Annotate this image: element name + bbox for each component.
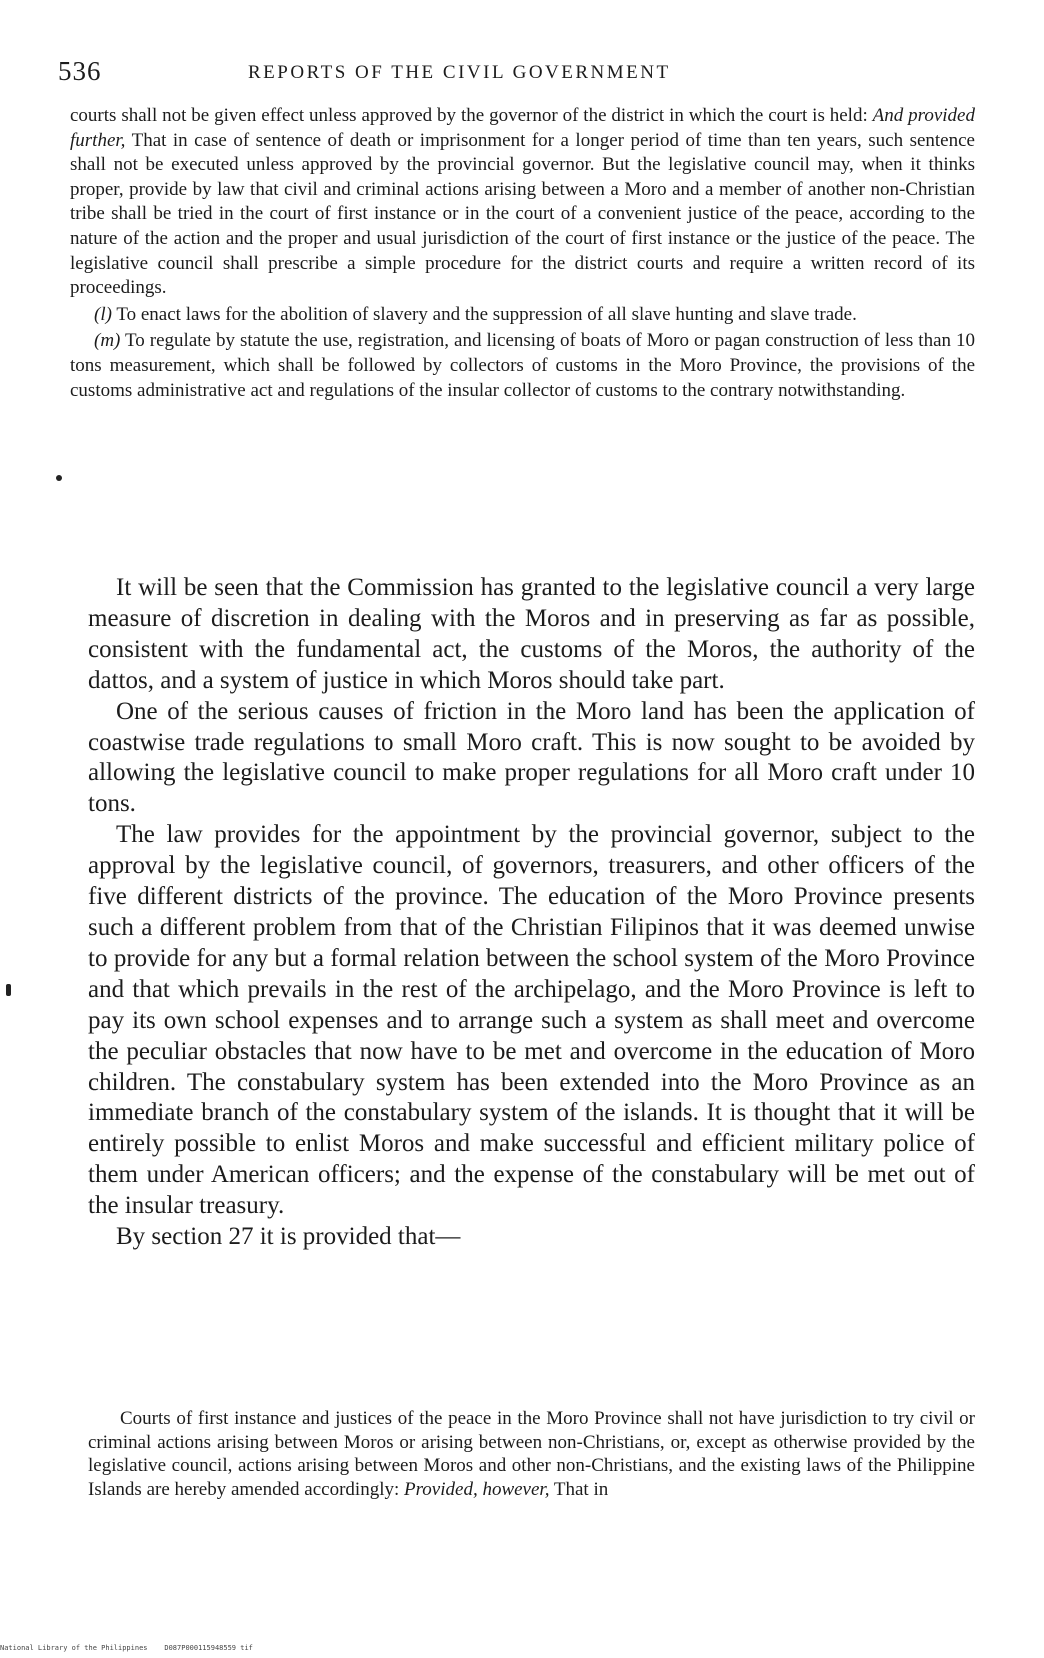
quote-text: Courts of first instance and justices of the peace in the Moro Province shall not have jurisdiction to try civil or criminal actions arising between Moros or arising between non-Christians, or, except as otherwise provided by the legislative council, actions arising between Moros and other non-Christians, and the existing laws of the Philippine Islands are hereby amended accordingly: bbox=[88, 1408, 975, 1500]
item-l-label: (l) bbox=[94, 303, 112, 325]
scan-footer bbox=[0, 1644, 253, 1652]
margin-mark bbox=[6, 984, 11, 996]
item-m-text: To regulate by statute the use, registration, and licensing of boats of Moro or pagan construction of less than 10 tons measurement, which shall be followed by collectors of customs in the Moro Province, the provisions of the customs administrative act and regulations of the insular collector of customs to the contrary notwithstanding. bbox=[70, 330, 975, 401]
provision-continuation bbox=[70, 104, 975, 301]
body-paragraph-4: By section 27 it is provided that— bbox=[116, 1223, 461, 1251]
body-paragraph-3: The law provides for the appointment by the provincial governor, subject to the approval by the legislative council, of governors, treasurers, and other officers of the five different districts of the province. The education of the Moro Province presents such a different problem from that of the Christian Filipinos that it was deemed unwise to provide for any but a formal relation between the school system of the Moro Province and that which prevails in the rest of the archipelago, and the Moro Province is left to pay its own school expenses and to arrange such a system as shall meet and overcome the peculiar obstacles that now have to be met and overcome in the education of Moro children. The constabulary system has been extended into the Moro Province as an immediate branch of the constabulary system of the islands. It is thought that it will be entirely possible to enlist Moros and make successful and efficient military police of them under American officers; and the expense of the constabulary will be met out of the insular treasury. bbox=[88, 821, 975, 1220]
body-paragraph-1: It will be seen that the Commission has granted to the legislative council a very large measure of discretion in dealing with the Moros and in preserving as far as possible, consistent with the fundamental act, the customs of the Moros, the authority of the dattos, and a system of justice in which Moros should take part. bbox=[88, 574, 975, 694]
body-text bbox=[88, 573, 975, 1253]
provision-item-l bbox=[70, 303, 975, 328]
provisions-block bbox=[70, 104, 975, 403]
page-number: 536 bbox=[58, 56, 102, 86]
quote-tail: That in bbox=[549, 1478, 609, 1500]
ink-speck bbox=[56, 475, 62, 481]
quote-paragraph bbox=[88, 1407, 975, 1501]
item-m-label: (m) bbox=[94, 330, 121, 352]
section-27-quote bbox=[88, 1407, 975, 1501]
page-header bbox=[58, 56, 968, 92]
footer-file-id: D087P000115948559 tif bbox=[164, 1644, 253, 1652]
provision-item-m bbox=[70, 329, 975, 403]
body-paragraph-2: One of the serious causes of friction in the Moro land has been the application of coastwise trade regulations to small Moro craft. This is now sought to be avoided by allowing the legislative council to make proper regulations for all Moro craft under 10 tons. bbox=[88, 697, 975, 818]
provision-intro: courts shall not be given effect unless approved by the governor of the district in which the court is held: bbox=[70, 105, 873, 126]
item-l-text: To enact laws for the abolition of slavery and the suppression of all slave hunting and slave trade. bbox=[111, 303, 857, 325]
footer-library: National Library of the Philippines bbox=[0, 1644, 148, 1652]
provided-however-italic: Provided, however, bbox=[404, 1478, 550, 1500]
running-head: REPORTS OF THE CIVIL GOVERNMENT bbox=[248, 62, 671, 83]
and-provided-italic: And provided further, bbox=[70, 105, 975, 151]
provision-rest: That in case of sentence of death or imprisonment for a longer period of time than ten years, such sentence shall not be executed unless approved by the provincial governor. But the legislative council may, when it thinks proper, provide by law that civil and criminal actions arising between a Moro and a member of another non-Christian tribe shall be tried in the court of first instance or in the court of a convenient justice of the peace, according to the nature of the action and the proper and usual jurisdiction of the court of first instance or the justice of the peace. The legislative council shall prescribe a simple procedure for the district courts and require a written record of its proceedings. bbox=[70, 129, 975, 299]
